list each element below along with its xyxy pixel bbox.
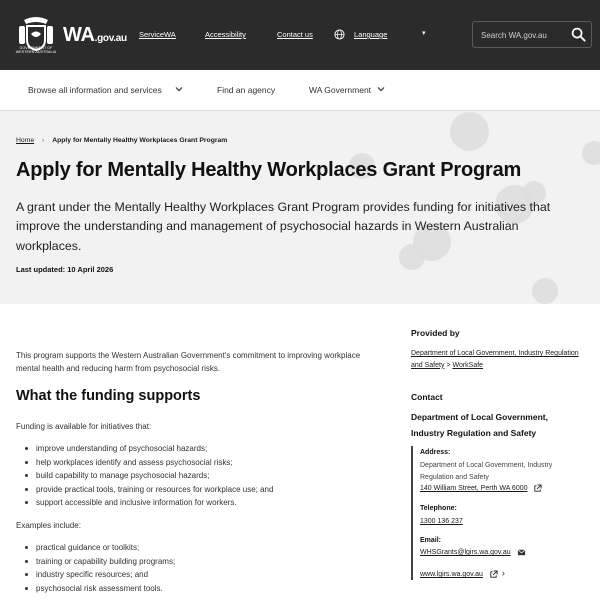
email-label: Email:	[420, 537, 442, 544]
email-link[interactable]: WHSGrants@lgirs.wa.gov.au	[420, 549, 511, 556]
list-item: training or capability building programs;	[36, 555, 175, 569]
examples-intro: Examples include:	[16, 521, 81, 530]
main-nav	[0, 70, 600, 111]
funding-intro: Funding is available for initiatives that:	[16, 422, 152, 431]
external-link-icon[interactable]	[489, 570, 498, 579]
top-bar	[0, 0, 600, 70]
last-updated: Last updated: 10 April 2026	[16, 265, 114, 274]
address-street-link[interactable]: 140 William Street, Perth WA 6000	[420, 485, 528, 492]
intro-paragraph: This program supports the Western Australian Government's commitment to improving workplace mental health and reducing harm from psychosocial risks.	[16, 351, 361, 373]
address-text: Department of Local Government, Industry Regulation and Safety	[420, 462, 553, 481]
nav-wa-government[interactable]: WA Government	[309, 85, 372, 95]
breadcrumb-home[interactable]: Home	[16, 137, 35, 144]
provided-by-department-link[interactable]: Department of Local Government, Industry Regulation and Safety	[411, 350, 579, 369]
language-selector[interactable]: Language	[354, 30, 388, 39]
telephone-link[interactable]: 1300 136 237	[420, 518, 463, 525]
chevron-down-icon[interactable]	[377, 85, 385, 93]
breadcrumb-separator-icon: ›	[42, 137, 45, 144]
page-hero	[0, 111, 600, 304]
address-value	[420, 460, 585, 495]
provided-by-separator: >	[446, 361, 451, 369]
list-item: provide practical tools, training or resources for workplace use; and	[36, 483, 273, 497]
search-input[interactable]	[481, 28, 566, 42]
nav-find-agency[interactable]: Find an agency	[217, 85, 276, 95]
accessibility-link[interactable]: Accessibility	[205, 30, 246, 39]
contact-divider	[411, 446, 413, 580]
list-item: practical guidance or toolkits;	[36, 541, 175, 555]
page-lead: A grant under the Mentally Healthy Workplaces Grant Program provides funding for initiatives that improve the understanding and management of psychosocial hazards in Western Australian workplaces.	[16, 200, 551, 253]
provided-by-heading: Provided by	[411, 328, 460, 338]
funding-list	[36, 442, 273, 510]
contact-organisation: Department of Local Government, Industry Regulation and Safety	[411, 412, 548, 438]
provided-by-worksafe-link[interactable]: WorkSafe	[452, 361, 484, 369]
telephone-label: Telephone:	[420, 505, 457, 512]
crest-caption: GOVERNMENT OF WESTERN AUSTRALIA	[15, 46, 57, 55]
servicewa-link[interactable]: ServiceWA	[139, 30, 176, 39]
list-item: help workplaces identify and assess psychosocial risks;	[36, 456, 273, 470]
search-box[interactable]	[472, 21, 592, 48]
provided-by-links	[411, 348, 581, 371]
contact-us-link[interactable]: Contact us	[277, 30, 313, 39]
website-link[interactable]: www.lgirs.wa.gov.au	[420, 571, 483, 578]
nav-browse-all[interactable]: Browse all information and services	[28, 85, 162, 95]
site-logo[interactable]	[63, 24, 127, 47]
caret-down-icon[interactable]: ▾	[422, 30, 426, 37]
list-item: psychosocial risk assessment tools.	[36, 582, 175, 596]
logo-main: WA	[63, 24, 95, 46]
examples-list	[36, 541, 175, 595]
contact-heading: Contact	[411, 392, 443, 402]
website-row	[420, 568, 585, 581]
breadcrumb-current: Apply for Mentally Healthy Workplaces Grant Program	[52, 137, 228, 144]
list-item: industry specific resources; and	[36, 568, 175, 582]
decorative-bubble	[582, 141, 600, 165]
search-icon[interactable]	[571, 27, 586, 42]
list-item: build capability to manage psychosocial hazards;	[36, 469, 273, 483]
globe-icon	[334, 29, 345, 40]
page-title: Apply for Mentally Healthy Workplaces Grant Program	[16, 159, 522, 181]
email-value	[420, 547, 585, 559]
envelope-icon	[517, 548, 526, 557]
decorative-bubble	[450, 112, 489, 151]
chevron-right-icon[interactable]: ›	[501, 568, 505, 578]
external-link-icon[interactable]	[533, 484, 542, 493]
address-label: Address:	[420, 449, 451, 456]
list-item: improve understanding of psychosocial hazards;	[36, 442, 273, 456]
list-item: support accessible and inclusive information for workers.	[36, 496, 273, 510]
breadcrumb	[16, 137, 227, 144]
telephone-value	[420, 516, 585, 528]
section-heading: What the funding supports	[16, 388, 201, 404]
chevron-down-icon[interactable]	[175, 85, 183, 93]
logo-suffix: .gov.au	[94, 33, 127, 44]
decorative-bubble	[532, 278, 558, 304]
